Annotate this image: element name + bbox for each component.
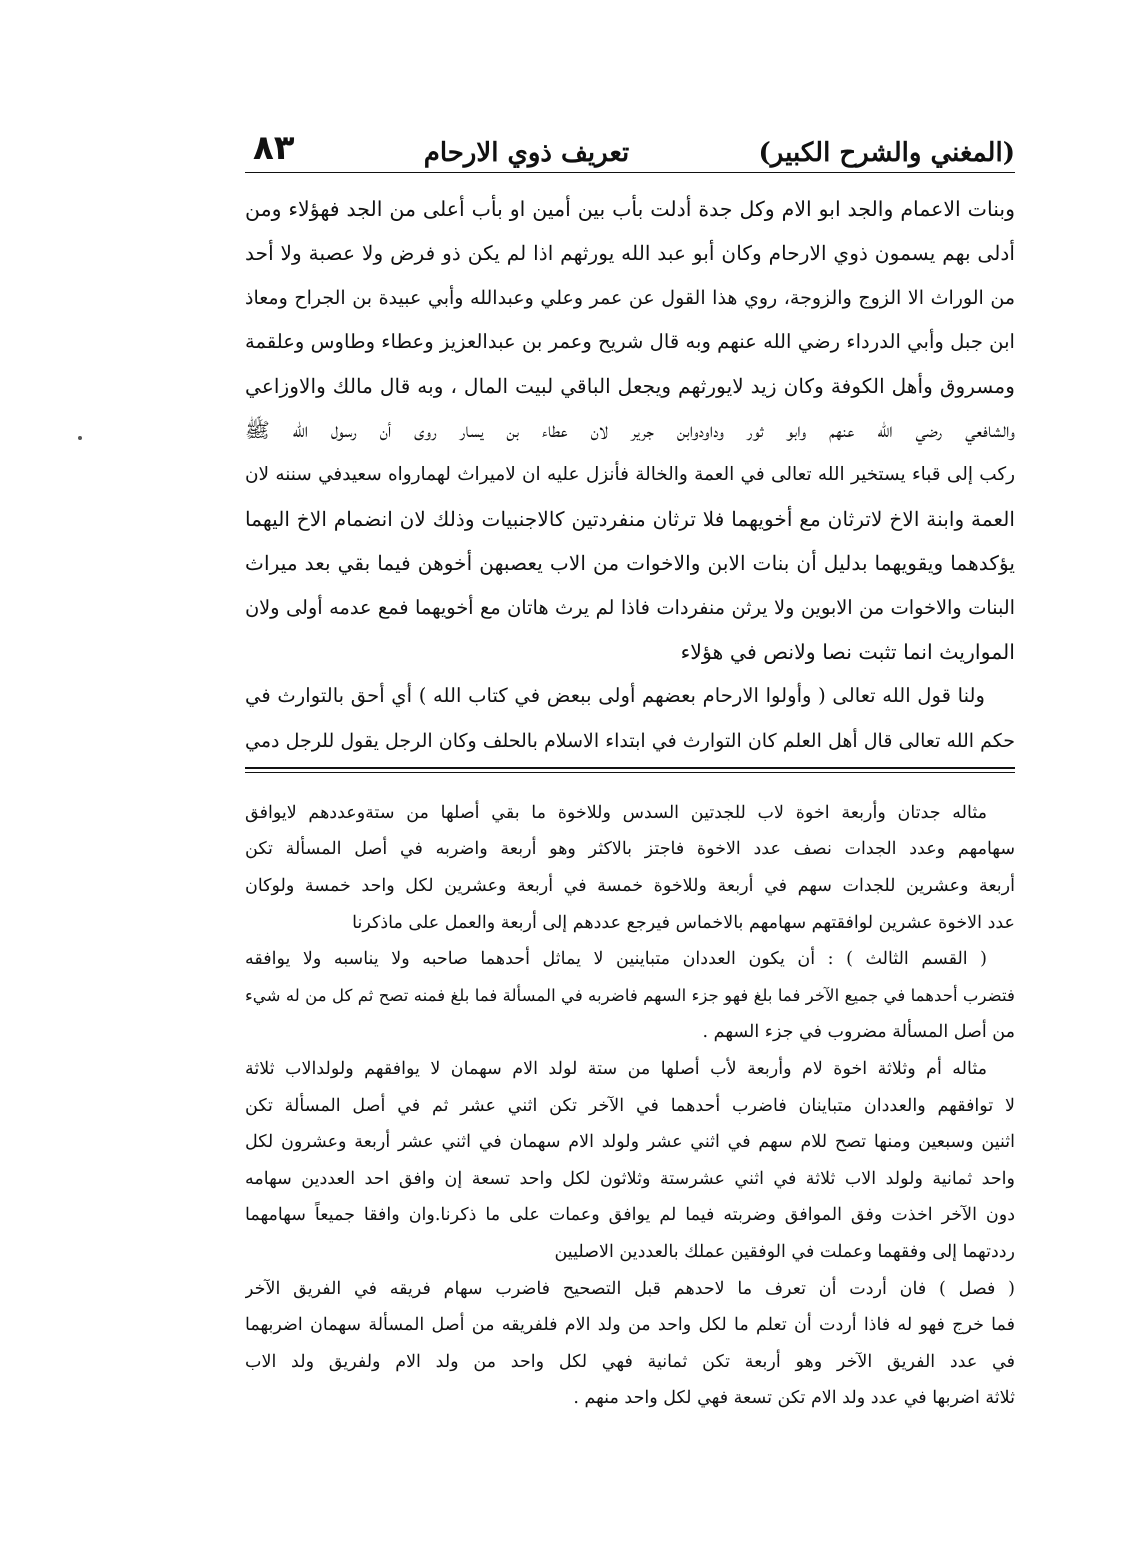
commentary-line: رددتهما إلى وفقهما وعملت في الوفقين عملك بالعددين الاصليين — [554, 1241, 1015, 1262]
main-line: والشافعي رضي الله عنهم وابو ثور وداودوابن جرير لان عطاء بن يسار روى أن رسول الله ﷺ — [245, 418, 1015, 443]
commentary-line: من أصل المسألة مضروب في جزء السهم . — [702, 1022, 1015, 1043]
main-line: البنات والاخوات من الابوين ولا يرثن منفردات فاذا لم يرث هاتان مع أخويهما فمع عدمه أولى ولان — [245, 595, 1015, 619]
main-line: ولنا قول الله تعالى ( وأولوا الارحام بعضهم أولى ببعض في كتاب الله ) أي أحق بالتوارث في — [245, 684, 985, 708]
section-divider — [245, 767, 1015, 769]
commentary-line: ( القسم الثالث ) : أن يكون العددان متباينين لا يماثل أحدهما صاحبه ولا يناسبه ولا يوافقه — [245, 949, 987, 970]
commentary-line: واحد ثمانية ولولد الاب ثلاثة في اثني عشرستة وثلاثون لكل واحد تسعة إن وافق احد العددين سهامه — [245, 1168, 1015, 1189]
main-line: ابن جبل وأبي الدرداء رضي الله عنهم وبه قال شريح وعمر بن عبدالعزيز وعطاء وطاوس وعلقمة — [245, 329, 1015, 353]
commentary-line: دون الآخر اخذت وفق الموافق وضربته فيما لم يوافق وعمات على ما ذكرنا.وان وافقا جميعاً سهامهما — [245, 1205, 1015, 1226]
commentary-line: في عدد الفريق الآخر وهو أربعة تكن ثمانية فهي لكل واحد من ولد الام ولفريق ولد الاب — [245, 1351, 1015, 1372]
commentary-line: مثاله أم وثلاثة اخوة لام وأربعة لأب أصلها من ستة لولد الام سهمان لا يوافقهم ولولدالاب ثلاثة — [245, 1059, 987, 1080]
main-line: من الوراث الا الزوج والزوجة، روي هذا القول عن عمر وعلي وعبدالله وأبي عبيدة بن الجراح ومعاذ — [245, 286, 1015, 309]
commentary-line: مثاله جدتان وأربعة اخوة لاب للجدتين السدس وللاخوة ما بقي أصلها من ستةوعددهم لايوافق — [245, 802, 987, 823]
main-line: حكم الله تعالى قال أهل العلم كان التوارث في ابتداء الاسلام بالحلف وكان الرجل يقول للرجل دمي — [245, 729, 1015, 752]
commentary-text — [245, 795, 1015, 1417]
main-line: وبنات الاعمام والجد ابو الام وكل جدة أدلت بأب بين أمين او بأب أعلى من الجد فهؤلاء ومن — [245, 197, 1015, 221]
main-line: ومسروق وأهل الكوفة وكان زيد لايورثهم ويجعل الباقي لبيت المال ، وبه قال مالك والاوزاعي — [245, 374, 1015, 399]
commentary-line: أربعة وعشرين للجدات سهم في أربعة وللاخوة خمسة في أربعة وعشرين لكل واحد خمسة ولوكان — [245, 876, 1015, 897]
page-header — [245, 118, 1015, 168]
page-number: ٨٣ — [253, 128, 295, 168]
commentary-line: فتضرب أحدهما في جميع الآخر فما بلغ فهو جزء السهم فاضربه في المسألة فما بلغ فمنه تصح ثم كل من له شيء — [245, 985, 1015, 1005]
main-line: يؤكدهما ويقويهما بدليل أن بنات الابن والاخوات من الاب يعصبهن أخوهن فيما بقي بعد ميراث — [245, 551, 1015, 576]
section-divider-thin — [245, 772, 1015, 773]
main-line: أدلى بهم يسمون ذوي الارحام وكان أبو عبد الله يورثهم اذا لم يكن ذو فرض ولا عصبة ولا أحد — [245, 241, 1015, 266]
commentary-line: لا توافقهم والعددان متباينان فاضرب أحدهما في الآخر تكن اثني عشر ثم في أصل المسألة تكن — [245, 1095, 1015, 1116]
margin-dot — [78, 436, 82, 440]
book-page — [245, 118, 1015, 1417]
commentary-line: عدد الاخوة عشرين لوافقتهم سهامهم بالاخماس فيرجع عددهم إلى أربعة والعمل على ماذكرنا — [352, 912, 1015, 933]
main-line: العمة وابنة الاخ لاترثان مع أخويهما فلا ترثان منفردتين كالاجنبيات وذلك لان انضمام الاخ اليهما — [245, 507, 1015, 532]
book-title: (المغني والشرح الكبير) — [758, 138, 1015, 168]
main-text — [245, 187, 1015, 763]
main-line: المواريث انما تثبت نصا ولانص في هؤلاء — [680, 639, 1015, 664]
main-line: ركب إلى قباء يستخير الله تعالى في العمة والخالة فأنزل عليه ان لاميراث لهمارواه سعيدفي سننه لان — [245, 463, 1015, 485]
commentary-line: ( فصل ) فان أردت أن تعرف ما لاحدهم قبل التصحيح فاضرب سهام فريقه في الفريق الآخر — [245, 1278, 1015, 1299]
commentary-line: سهامهم وعدد الجدات نصف عدد الاخوة فاجتز بالاكثر وهو أربعة واضربه في أصل المسألة تكن — [245, 839, 1015, 860]
commentary-line: فما خرج فهو له فاذا أردت أن تعلم ما لكل واحد من ولد الام فلفريقه من أصل المسألة سهمان اضربهما — [245, 1315, 1015, 1336]
commentary-line: ثلاثة اضربها في عدد ولد الام تكن تسعة فهي لكل واحد منهم . — [573, 1388, 1015, 1409]
header-rule — [245, 172, 1015, 173]
commentary-line: اثنين وسبعين ومنها تصح للام سهم في اثني عشر ولولد الام سهمان في اثني عشر أربعة وعشرون لكل — [245, 1132, 1015, 1153]
chapter-title: تعريف ذوي الارحام — [423, 138, 630, 168]
